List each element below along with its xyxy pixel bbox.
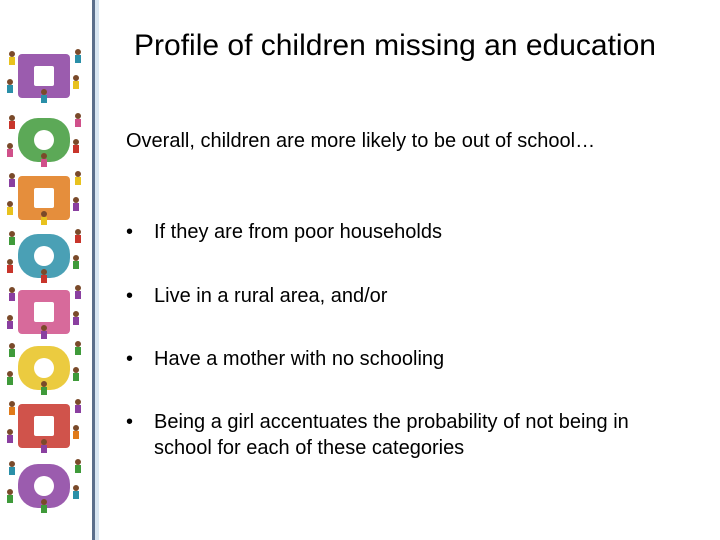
bullet-text: Have a mother with no schooling	[154, 348, 445, 370]
letter-illustration-icon	[4, 228, 88, 284]
bullet-text: Being a girl accentuates the probability of not being in school for each of these categories	[154, 411, 629, 459]
strip-divider-light	[95, 0, 99, 540]
bullet-item	[126, 409, 686, 461]
letter-illustration-icon	[4, 398, 88, 454]
letter-illustration-icon	[4, 112, 88, 168]
bullet-item	[126, 346, 686, 372]
intro-text: Overall, children are more likely to be out of school…	[126, 130, 596, 152]
bullet-text: If they are from poor households	[154, 221, 442, 243]
illustrated-letters-strip	[0, 0, 92, 540]
bullet-dot: •	[126, 348, 134, 370]
bullet-text: Live in a rural area, and/or	[154, 285, 388, 307]
letter-illustration-icon	[4, 48, 88, 104]
letter-illustration-icon	[4, 170, 88, 226]
bullet-dot: •	[126, 411, 134, 433]
letter-illustration-icon	[4, 340, 88, 396]
bullet-item	[126, 219, 686, 245]
bullet-dot: •	[126, 221, 134, 243]
bullet-item	[126, 283, 686, 309]
letter-illustration-icon	[4, 458, 88, 514]
slide-title: Profile of children missing an education	[134, 29, 656, 62]
letter-illustration-icon	[4, 284, 88, 340]
bullet-dot: •	[126, 285, 134, 307]
